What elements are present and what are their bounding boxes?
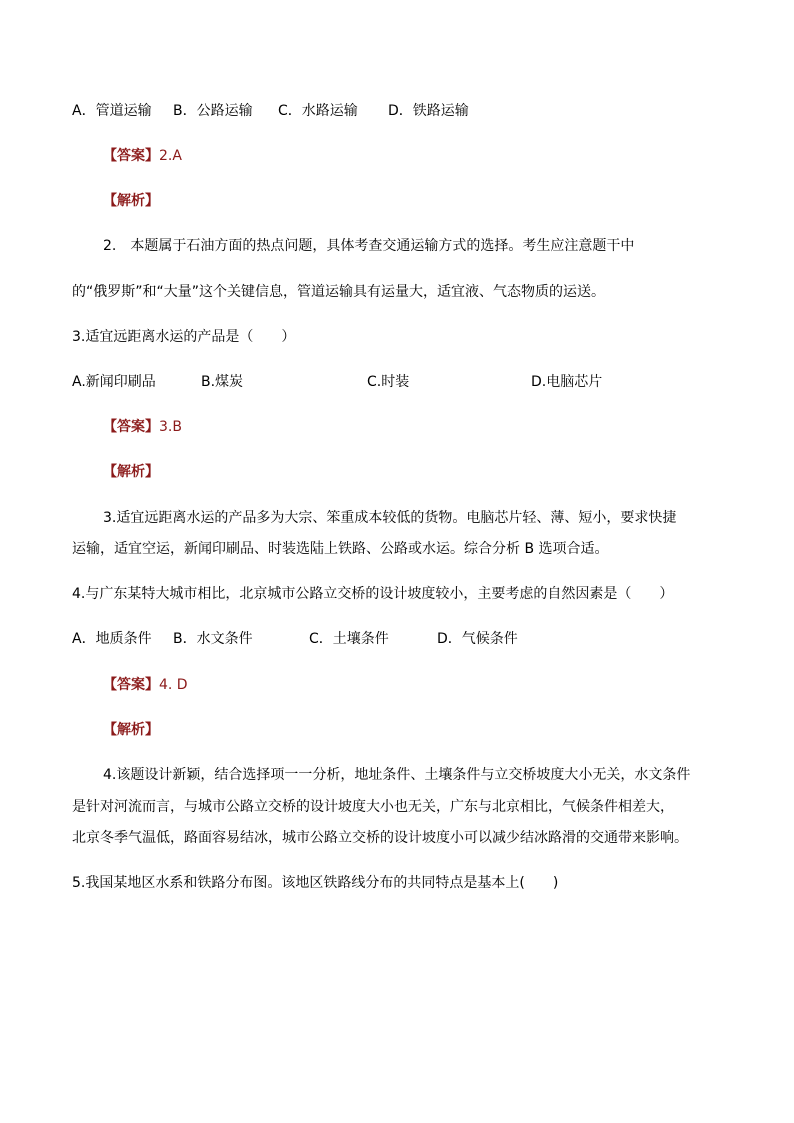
q3-option-d: D.电脑芯片 (531, 374, 603, 390)
q3-question: 3.适宜远距离水运的产品是（ ） (72, 329, 296, 345)
q1-option-a: A．管道运输 (72, 103, 152, 119)
q2-analysis-line-2: 的“俄罗斯”和“大量”这个关键信息，管道运输具有运量大，适宜液、气态物质的运送。 (72, 284, 606, 300)
q2-answer-label: 【答案】 (103, 148, 159, 164)
q3-answer (103, 417, 182, 437)
q4-analysis-line-2: 是针对河流而言，与城市公路立交桥的设计坡度大小也无关，广东与北京相比，气候条件相差大， (72, 799, 674, 815)
q2-analysis-label: 【解析】 (103, 193, 159, 209)
q2-answer-value: 2.A (159, 148, 182, 164)
q4-option-d: D．气候条件 (437, 631, 518, 647)
q2-analysis-line-1 (103, 236, 634, 256)
q5-question: 5.我国某地区水系和铁路分布图。该地区铁路线分布的共同特点是基本上( ) (72, 875, 559, 891)
q4-analysis-line-3: 北京冬季气温低，路面容易结冰，城市公路立交桥的设计坡度小可以减少结冰路滑的交通带来影响。 (72, 830, 688, 846)
q1-option-d: D．铁路运输 (388, 103, 469, 119)
q1-option-c: C．水路运输 (278, 103, 358, 119)
q4-analysis-label: 【解析】 (103, 722, 159, 738)
q4-option-a: A．地质条件 (72, 631, 152, 647)
q4-answer-value: 4. D (159, 677, 188, 693)
q4-option-c: C．土壤条件 (309, 631, 389, 647)
q1-option-b: B．公路运输 (173, 103, 253, 119)
q3-option-b: B.煤炭 (201, 374, 244, 390)
q3-analysis-label: 【解析】 (103, 464, 159, 480)
q2-answer (103, 146, 182, 166)
q4-analysis-line-1: 4.该题设计新颖，结合选择项一一分析，地址条件、土壤条件与立交桥坡度大小无关，水文条件 (103, 767, 691, 783)
q4-answer (103, 675, 188, 695)
q4-question: 4.与广东某特大城市相比，北京城市公路立交桥的设计坡度较小，主要考虑的自然因素是（ ） (72, 586, 674, 602)
q3-option-c: C.时装 (367, 374, 410, 390)
q2-analysis-text-1: 本题属于石油方面的热点问题，具体考查交通运输方式的选择。考生应注意题干中 (130, 238, 635, 254)
q3-option-a: A.新闻印刷品 (72, 374, 156, 390)
q3-analysis-line-2: 运输，适宜空运，新闻印刷品、时装选陆上铁路、公路或水运。综合分析 B 选项合适。 (72, 541, 609, 557)
q3-answer-label: 【答案】 (103, 419, 159, 435)
q2-analysis-number: 2. (103, 238, 117, 254)
q3-answer-value: 3.B (159, 419, 182, 435)
q3-analysis-line-1: 3.适宜远距离水运的产品多为大宗、笨重成本较低的货物。电脑芯片轻、薄、短小，要求快捷 (103, 510, 677, 526)
q4-answer-label: 【答案】 (103, 677, 159, 693)
q4-option-b: B．水文条件 (173, 631, 253, 647)
